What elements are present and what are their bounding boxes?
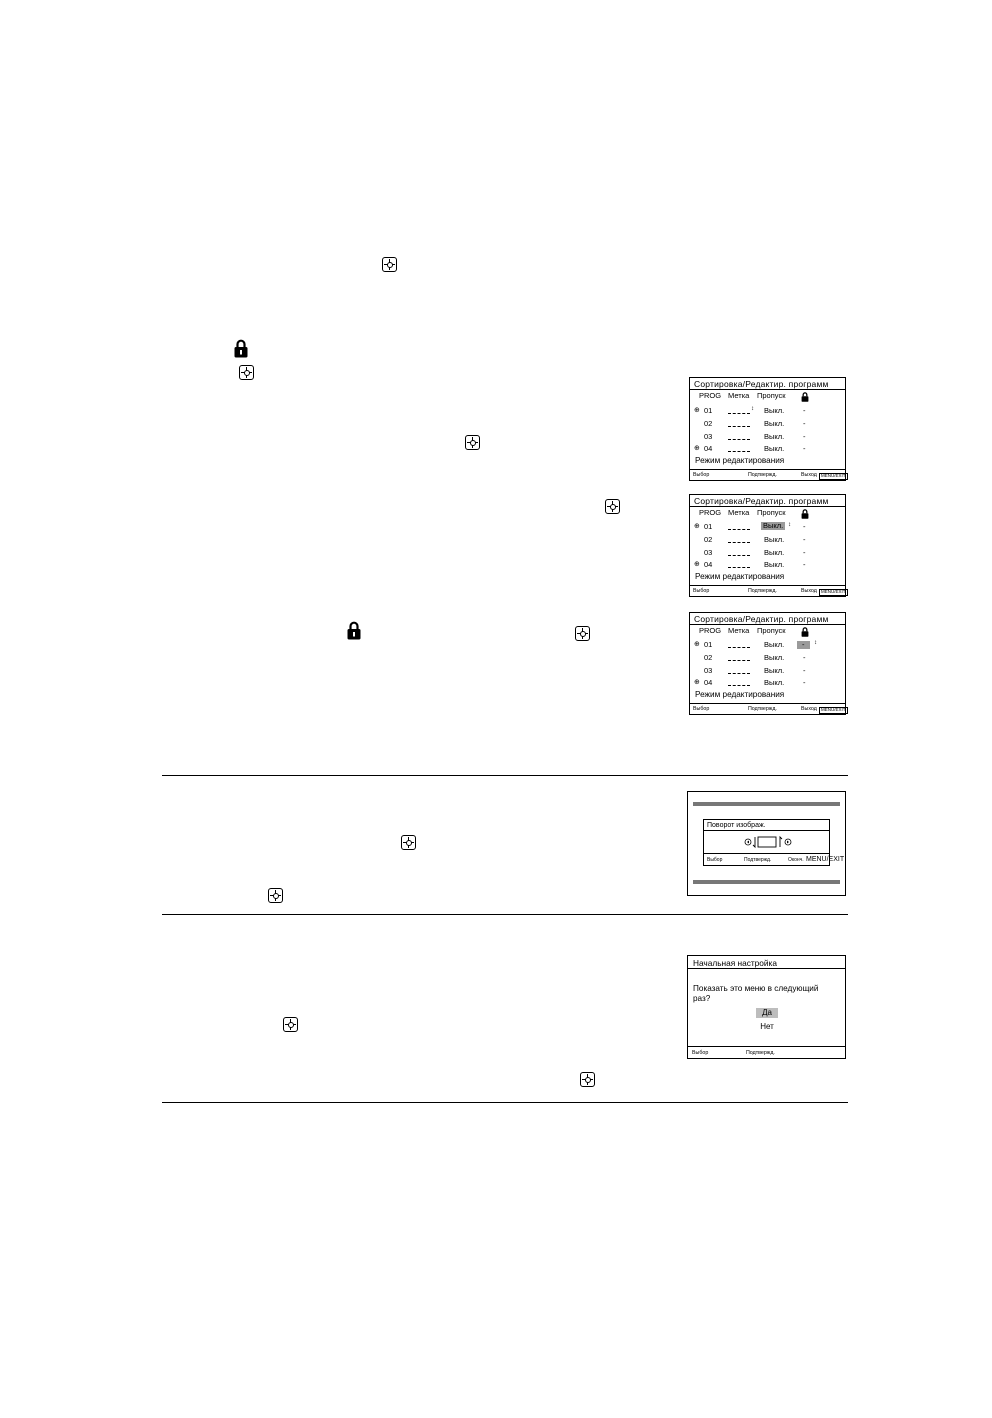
lock-value-selected: - [797, 641, 810, 649]
ok-button-icon [283, 1017, 298, 1032]
screen-footer [690, 703, 845, 714]
up-down-arrow-icon: ↕ [751, 406, 754, 412]
skip-value: Выкл. [764, 678, 785, 687]
skip-value: Выкл. [764, 444, 785, 453]
yes-option[interactable]: Да [756, 1008, 778, 1018]
label-placeholder [728, 439, 750, 440]
label-placeholder [728, 673, 750, 674]
ok-button-icon [401, 835, 416, 850]
label-placeholder [728, 660, 750, 661]
dialog-title: Поворот изображ. [704, 820, 829, 831]
prog-number: 02 [704, 419, 713, 428]
sort-edit-screen-2 [689, 494, 846, 597]
skip-value: Выкл. [764, 666, 785, 675]
lock-icon [801, 509, 809, 519]
skip-value-selected: Выкл. [763, 521, 784, 530]
setup-question: Показать это меню в следующий раз? [693, 984, 819, 1003]
menu-exit-key: MENU/EXIT [806, 856, 845, 863]
lock-value: - [803, 419, 806, 428]
label-placeholder [728, 542, 750, 543]
footer-confirm: Подтвержд. [744, 857, 772, 863]
prog-number: 01 [704, 522, 713, 531]
screen-title: Сортировка/Редактир. программ [690, 495, 845, 507]
label-placeholder [728, 413, 750, 414]
initial-setup-screen [687, 955, 846, 1059]
skip-value: Выкл. [764, 548, 785, 557]
col-label: Метка [728, 626, 750, 635]
rotate-dialog [703, 819, 845, 866]
skip-value: Выкл. [764, 535, 785, 544]
screen-title: Сортировка/Редактир. программ [690, 613, 845, 625]
ok-button-icon [239, 365, 254, 380]
section-divider [162, 914, 848, 915]
section-divider [162, 1102, 848, 1103]
skip-value: Выкл. [764, 419, 785, 428]
footer-select: Выбор [693, 472, 710, 478]
prog-number: 03 [704, 666, 713, 675]
menu-exit-key: MENU/EXIT [821, 589, 846, 594]
prog-number: 02 [704, 653, 713, 662]
col-prog: PROG [699, 626, 722, 635]
sort-edit-screen-3 [689, 612, 846, 715]
down-arrow-icon: ⊕ [694, 445, 700, 452]
lock-value: - [803, 406, 806, 415]
footer-exit: Выход [801, 588, 817, 594]
lock-icon [234, 339, 248, 358]
edit-mode-label: Режим редактирования [695, 572, 785, 581]
screen-footer [690, 585, 845, 596]
footer-confirm: Подтвержд. [748, 588, 777, 594]
footer-exit: Выход [801, 706, 817, 712]
col-label: Метка [728, 391, 750, 400]
ok-button-icon [580, 1072, 595, 1087]
ok-button-icon [575, 626, 590, 641]
label-placeholder [728, 647, 750, 648]
dialog-divider [704, 853, 829, 854]
edit-mode-label: Режим редактирования [695, 456, 785, 465]
menu-exit-key: MENU/EXIT [821, 707, 846, 712]
label-placeholder [728, 426, 750, 427]
label-placeholder [728, 529, 750, 530]
footer-select: Выбор [707, 857, 723, 863]
up-arrow-icon: ⊕ [694, 641, 700, 648]
col-prog: PROG [699, 508, 722, 517]
footer-confirm: Подтвержд. [748, 706, 777, 712]
col-skip: Пропуск [757, 626, 786, 635]
lock-value: - [803, 522, 806, 531]
section-divider [162, 775, 848, 776]
down-arrow-icon: ⊕ [694, 679, 700, 686]
lock-value: - [803, 653, 806, 662]
prog-number: 04 [704, 560, 713, 569]
lock-value: - [803, 535, 806, 544]
prog-number: 03 [704, 432, 713, 441]
prog-number: 02 [704, 535, 713, 544]
prog-number: 01 [704, 640, 713, 649]
footer-select: Выбор [693, 588, 710, 594]
edit-mode-label: Режим редактирования [695, 690, 785, 699]
screen-bar [693, 880, 840, 884]
footer-exit: Оконч. [788, 857, 804, 863]
footer-select: Выбор [692, 1050, 709, 1056]
up-down-arrow-icon: ↕ [814, 640, 817, 646]
down-arrow-icon: ⊕ [694, 561, 700, 568]
col-label: Метка [728, 508, 750, 517]
menu-exit-key: MENU/EXIT [821, 473, 846, 478]
lock-value: - [803, 548, 806, 557]
lock-icon [801, 392, 809, 402]
lock-value: - [803, 666, 806, 675]
lock-value: - [803, 560, 806, 569]
ok-button-icon [268, 888, 283, 903]
no-option[interactable]: Нет [760, 1022, 774, 1031]
footer-confirm: Подтвержд. [748, 472, 777, 478]
screen-footer [688, 1046, 845, 1058]
prog-number: 03 [704, 548, 713, 557]
prog-number: 01 [704, 406, 713, 415]
prog-number: 04 [704, 444, 713, 453]
footer-exit: Выход [801, 472, 817, 478]
lock-icon [347, 621, 361, 640]
label-placeholder [728, 567, 750, 568]
ok-button-icon [605, 499, 620, 514]
lock-value: - [803, 444, 806, 453]
lock-value: - [803, 678, 806, 687]
lock-value: - [803, 432, 806, 441]
ok-button-icon [382, 257, 397, 272]
up-down-arrow-icon: ↕ [788, 522, 791, 528]
rotate-picture-screen [687, 791, 846, 896]
rotation-control-icon [744, 835, 794, 849]
label-placeholder [728, 555, 750, 556]
screen-footer [690, 469, 845, 480]
skip-value: Выкл. [764, 432, 785, 441]
col-prog: PROG [699, 391, 722, 400]
skip-value: Выкл. [764, 406, 785, 415]
prog-number: 04 [704, 678, 713, 687]
ok-button-icon [465, 435, 480, 450]
footer-select: Выбор [693, 706, 710, 712]
sort-edit-screen-1 [689, 377, 846, 481]
footer-confirm: Подтвержд. [746, 1050, 775, 1056]
label-placeholder [728, 685, 750, 686]
col-skip: Пропуск [757, 391, 786, 400]
skip-value: Выкл. [764, 640, 785, 649]
skip-value: Выкл. [764, 560, 785, 569]
screen-title: Сортировка/Редактир. программ [690, 378, 845, 390]
up-arrow-icon: ⊕ [694, 523, 700, 530]
label-placeholder [728, 451, 750, 452]
skip-value: Выкл. [764, 653, 785, 662]
lock-icon [801, 627, 809, 637]
screen-bar [693, 802, 840, 806]
up-arrow-icon: ⊕ [694, 407, 700, 414]
screen-title: Начальная настройка [688, 956, 845, 969]
col-skip: Пропуск [757, 508, 786, 517]
